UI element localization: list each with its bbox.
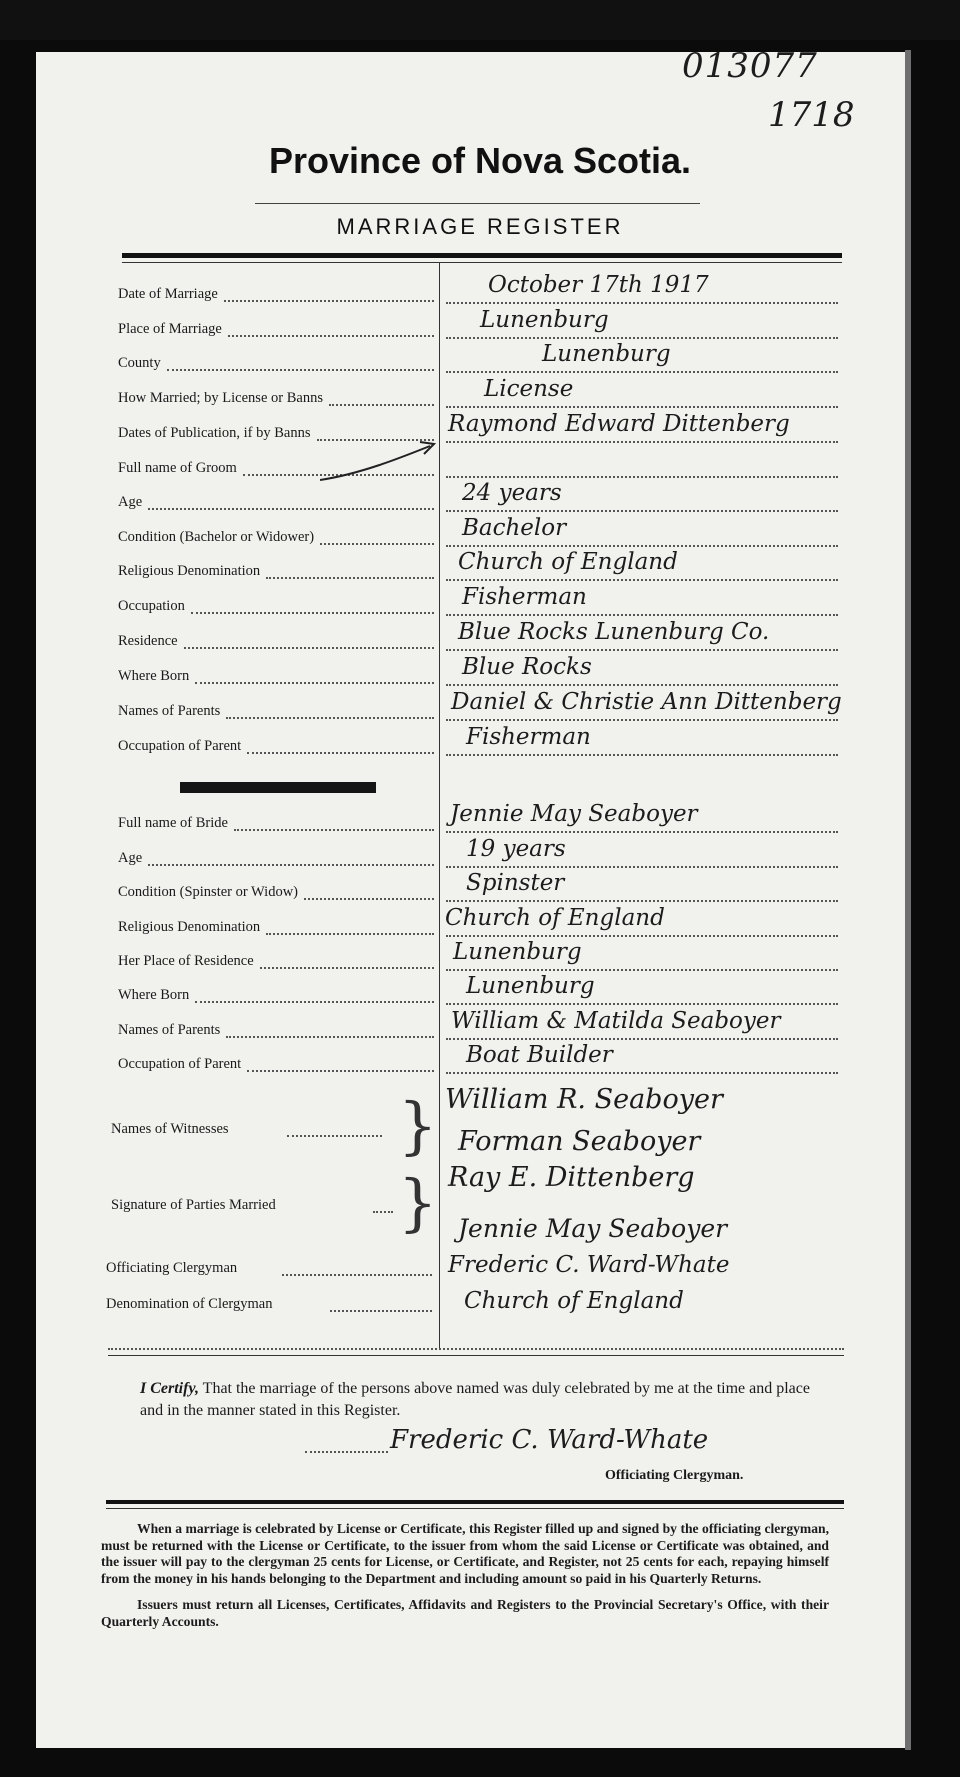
dot-leader — [330, 1310, 432, 1312]
dot-leader — [247, 1070, 434, 1072]
field-value: William & Matilda Seaboyer — [451, 1008, 781, 1034]
field-value: 24 years — [462, 480, 562, 506]
field-label: Occupation of Parent — [118, 738, 242, 754]
separator — [108, 1348, 844, 1351]
field-label: Full name of Groom — [118, 460, 237, 476]
party-1: Ray E. Dittenberg — [448, 1162, 695, 1193]
dot-leader — [228, 335, 434, 337]
field-label: Condition (Spinster or Widow) — [118, 884, 298, 900]
entry-line — [446, 510, 838, 512]
instruction-paragraph: When a marriage is celebrated by License or Certificate, this Register filled up and signed by the officiating clergyman, must be returned with the License or Certificate, to the issuer from whom the said License or Certificate was obtained, and the issuer will pay to the clergyman 25 cents for License, or Certificate, and Register, not 25 cents for each, repaying himself from the money in his hands belonging to the Department and including amount so paid in his Quarterly Returns. — [101, 1521, 829, 1586]
clergy-signature: Frederic C. Ward-Whate — [390, 1425, 709, 1455]
top-rule-thin — [122, 262, 842, 263]
entry-line — [446, 371, 838, 373]
entry-line — [446, 614, 838, 616]
page-title: Province of Nova Scotia. — [268, 140, 692, 181]
bottom-rule-thin — [106, 1508, 844, 1509]
dot-leader — [148, 508, 434, 510]
field-value: Blue Rocks — [462, 654, 592, 680]
entry-line — [446, 684, 838, 686]
witnesses-label: Names of Witnesses — [111, 1121, 229, 1137]
field-value: Church of England — [458, 549, 678, 575]
field-value: 19 years — [466, 836, 566, 862]
certify-text: That the marriage of the persons above named was duly celebrated by me at the time and place and in the manner stated in this Register. — [140, 1380, 810, 1419]
dot-leader — [167, 369, 434, 371]
field-label: Place of Marriage — [118, 321, 222, 337]
clergy-name: Frederic C. Ward-Whate — [448, 1252, 730, 1278]
field-label: Names of Parents — [118, 1022, 221, 1038]
field-label: Occupation of Parent — [118, 1056, 242, 1072]
dot-leader — [266, 933, 434, 935]
witness-1: William R. Seaboyer — [445, 1084, 723, 1115]
dot-leader — [234, 829, 434, 831]
field-label: Her Place of Residence — [118, 953, 254, 969]
entry-line — [446, 1072, 838, 1074]
bottom-rule — [106, 1500, 844, 1504]
field-label: How Married; by License or Banns — [118, 390, 323, 406]
entry-line — [446, 406, 838, 408]
field-label: Date of Marriage — [118, 286, 218, 302]
field-label: Residence — [118, 633, 178, 649]
field-label: Occupation — [118, 598, 185, 614]
field-label: Where Born — [118, 987, 190, 1003]
handwritten-number: 1718 — [768, 95, 855, 135]
entry-line — [446, 935, 838, 937]
clergy-denomination: Church of England — [464, 1288, 684, 1314]
entry-line — [446, 337, 838, 339]
brace: } — [398, 1089, 438, 1162]
dot-leader — [184, 647, 434, 649]
dot-leader — [226, 717, 434, 719]
certify-lead: I Certify, — [140, 1380, 199, 1397]
witness-2: Forman Seaboyer — [458, 1126, 701, 1157]
field-label: Age — [118, 850, 143, 866]
dot-leader — [304, 898, 434, 900]
field-label: Religious Denomination — [118, 919, 261, 935]
entry-line — [446, 476, 838, 478]
entry-line — [446, 441, 838, 443]
scan-border-top — [0, 0, 960, 40]
field-value: Church of England — [445, 905, 665, 931]
entry-line — [446, 754, 838, 756]
entry-line — [446, 831, 838, 833]
entry-line — [446, 969, 838, 971]
field-value: Spinster — [466, 870, 565, 896]
field-label: Full name of Bride — [118, 815, 228, 831]
paper-edge — [905, 50, 911, 1750]
field-value: Bachelor — [462, 515, 567, 541]
dot-leader — [224, 300, 434, 302]
field-label: Where Born — [118, 668, 190, 684]
top-rule — [122, 253, 842, 258]
field-label: County — [118, 355, 161, 371]
column-divider — [439, 263, 440, 1348]
dot-leader — [373, 1211, 393, 1213]
field-value: Raymond Edward Dittenberg — [448, 411, 790, 437]
clergy-label: Officiating Clergyman — [106, 1260, 238, 1276]
entry-line — [446, 719, 838, 721]
dot-leader — [148, 864, 434, 866]
entry-line — [446, 1038, 838, 1040]
dot-leader — [247, 752, 434, 754]
dot-leader — [282, 1274, 432, 1276]
entry-line — [446, 900, 838, 902]
field-value: October 17th 1917 — [488, 272, 709, 298]
entry-line — [446, 545, 838, 547]
dot-leader — [320, 543, 434, 545]
page-subtitle: MARRIAGE REGISTER — [336, 214, 624, 239]
dot-leader — [195, 682, 434, 684]
parties-label: Signature of Parties Married — [111, 1197, 276, 1213]
certification — [140, 1378, 830, 1422]
entry-line — [446, 1003, 838, 1005]
entry-line — [446, 579, 838, 581]
field-label: Names of Parents — [118, 703, 221, 719]
field-value: Boat Builder — [466, 1042, 613, 1068]
entry-line — [446, 649, 838, 651]
field-label: Religious Denomination — [118, 563, 261, 579]
field-value: Jennie May Seaboyer — [450, 801, 698, 827]
field-value: Lunenburg — [466, 973, 595, 999]
signature-line — [305, 1451, 388, 1453]
field-value: Lunenburg — [480, 307, 609, 333]
clergy-denomination-label: Denomination of Clergyman — [106, 1296, 273, 1312]
separator — [108, 1355, 844, 1356]
dot-leader — [195, 1001, 434, 1003]
dot-leader — [266, 577, 434, 579]
entry-line — [446, 302, 838, 304]
field-label: Condition (Bachelor or Widower) — [118, 529, 315, 545]
dot-leader — [287, 1135, 382, 1137]
party-2: Jennie May Seaboyer — [458, 1214, 728, 1243]
dot-leader — [260, 967, 434, 969]
instructions — [101, 1521, 829, 1640]
brace: } — [398, 1166, 438, 1239]
field-value: Fisherman — [462, 584, 587, 610]
field-value: License — [484, 376, 574, 402]
arrow-icon — [320, 436, 440, 486]
field-value: Fisherman — [466, 724, 591, 750]
signature-label: Officiating Clergyman. — [605, 1468, 744, 1483]
field-value: Lunenburg — [542, 341, 671, 367]
entry-line — [446, 866, 838, 868]
dot-leader — [226, 1036, 434, 1038]
handwritten-number: 013077 — [682, 46, 818, 86]
field-value: Blue Rocks Lunenburg Co. — [458, 619, 770, 645]
instruction-paragraph: Issuers must return all Licenses, Certificates, Affidavits and Registers to the Provincial Secretary's Office, with their Quarterly Accounts. — [101, 1597, 829, 1629]
field-value: Lunenburg — [453, 939, 582, 965]
dot-leader — [191, 612, 434, 614]
field-label: Age — [118, 494, 143, 510]
dot-leader — [329, 404, 434, 406]
section-bar — [180, 782, 376, 793]
title-underline — [255, 203, 700, 204]
field-value: Daniel & Christie Ann Dittenberg — [451, 689, 842, 715]
field-label: Dates of Publication, if by Banns — [118, 425, 311, 441]
